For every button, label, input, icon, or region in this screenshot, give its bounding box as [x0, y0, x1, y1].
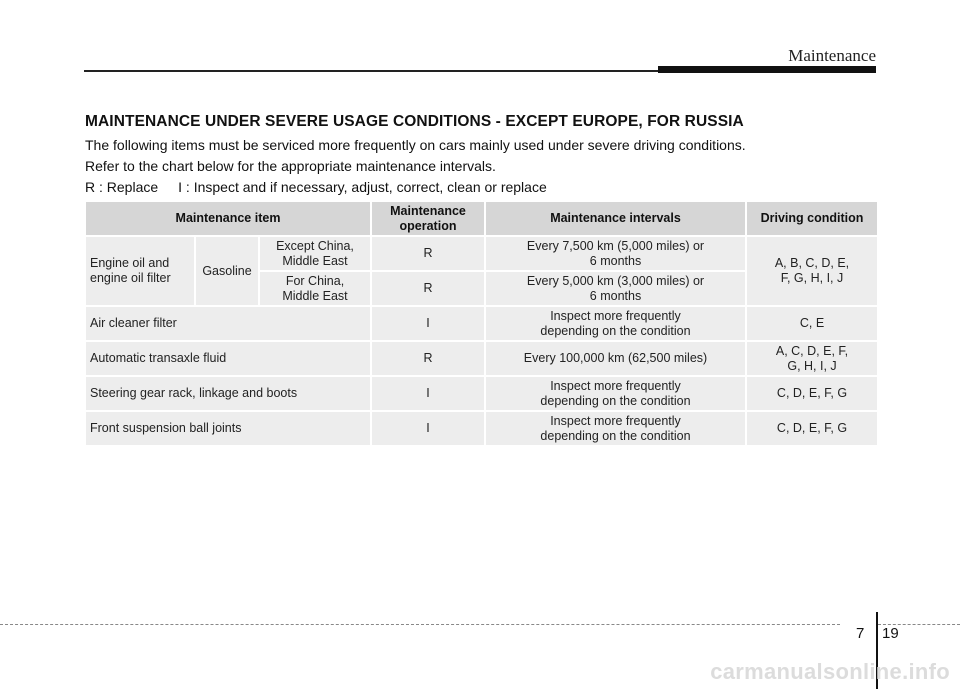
interval-cell: Every 100,000 km (62,500 miles): [485, 341, 746, 376]
header-driving-condition: Driving condition: [746, 201, 878, 236]
intro-paragraph: The following items must be serviced more frequently on cars mainly used under severe driving conditions.: [85, 137, 746, 153]
watermark: carmanualsonline.info: [710, 659, 950, 684]
section-title: Maintenance: [788, 46, 876, 65]
table-row: [85, 411, 878, 446]
header-maintenance-item: Maintenance item: [85, 201, 371, 236]
interval-cell: Inspect more frequently depending on the condition: [485, 411, 746, 446]
legend-replace: R : Replace: [85, 179, 159, 195]
page-heading: MAINTENANCE UNDER SEVERE USAGE CONDITIONS - EXCEPT EUROPE, FOR RUSSIA: [85, 113, 744, 130]
condition-cell: C, D, E, F, G: [746, 411, 878, 446]
intro-paragraph-2: Refer to the chart below for the appropriate maintenance intervals.: [85, 158, 496, 174]
condition-cell: C, D, E, F, G: [746, 376, 878, 411]
header-maintenance-intervals: Maintenance intervals: [485, 201, 746, 236]
table-row: [85, 306, 878, 341]
chapter-number: 7: [856, 625, 865, 642]
legend-inspect: I : Inspect and if necessary, adjust, correct, clean or replace: [178, 179, 547, 195]
operation-cell: I: [371, 411, 485, 446]
item-cell: Air cleaner filter: [85, 306, 371, 341]
page-number: 19: [882, 625, 899, 642]
header-rule: [84, 70, 660, 72]
table-row: [85, 341, 878, 376]
table-row: [85, 376, 878, 411]
engine-type: Gasoline: [195, 236, 259, 306]
condition-cell: A, C, D, E, F, G, H, I, J: [746, 341, 878, 376]
operation-cell: I: [371, 306, 485, 341]
header-rule-accent: [658, 66, 876, 73]
operation-cell: R: [371, 271, 485, 306]
item-cell: Steering gear rack, linkage and boots: [85, 376, 371, 411]
operation-cell: R: [371, 236, 485, 271]
condition-cell: C, E: [746, 306, 878, 341]
interval-cell: Inspect more frequently depending on the condition: [485, 376, 746, 411]
interval-cell: Every 5,000 km (3,000 miles) or 6 months: [485, 271, 746, 306]
maintenance-table: [84, 200, 879, 447]
item-cell: Automatic transaxle fluid: [85, 341, 371, 376]
interval-cell: Inspect more frequently depending on the condition: [485, 306, 746, 341]
item-cell: Front suspension ball joints: [85, 411, 371, 446]
table-row: [85, 236, 878, 271]
interval-cell: Every 7,500 km (5,000 miles) or 6 months: [485, 236, 746, 271]
header-maintenance-operation: Maintenance operation: [371, 201, 485, 236]
engine-oil-item: Engine oil and engine oil filter: [85, 236, 195, 306]
footer-rule: [0, 624, 840, 625]
operation-cell: R: [371, 341, 485, 376]
operation-cell: I: [371, 376, 485, 411]
table-header-row: [85, 201, 878, 236]
legend-line: [85, 179, 547, 195]
condition-cell: A, B, C, D, E, F, G, H, I, J: [746, 236, 878, 306]
region-cell: Except China, Middle East: [259, 236, 371, 271]
region-cell: For China, Middle East: [259, 271, 371, 306]
